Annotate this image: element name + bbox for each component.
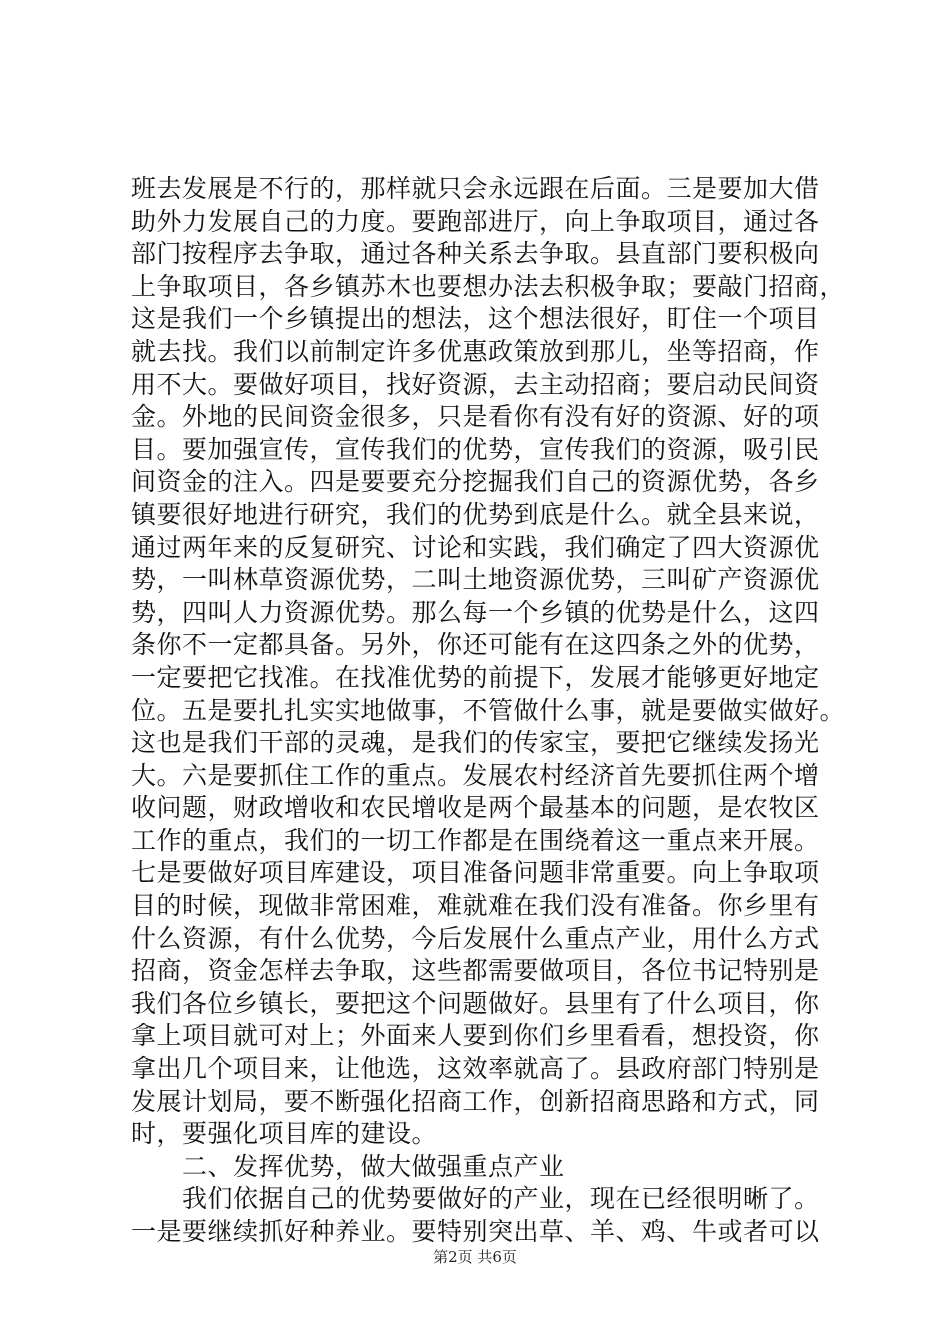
text-line: 金。外地的民间资金很多，只是看你有没有好的资源、好的项 (131, 402, 820, 432)
text-line: 镇要很好地进行研究，我们的优势到底是什么。就全县来说， (131, 499, 820, 529)
text-line: 收问题，财政增收和农民增收是两个最基本的问题，是农牧区 (131, 793, 820, 823)
text-line: 班去发展是不行的，那样就只会永远跟在后面。三是要加大借 (131, 174, 820, 203)
text-line: 助外力发展自己的力度。要跑部进厅，向上争取项目，通过各 (131, 206, 820, 236)
text-line: 工作的重点，我们的一切工作都是在围绕着这一重点来开展。 (131, 825, 820, 855)
text-line: 条你不一定都具备。另外，你还可能有在这四条之外的优势， (131, 630, 820, 660)
text-line: 大。六是要抓住工作的重点。发展农村经济首先要抓住两个增 (131, 760, 820, 790)
text-line: 这也是我们干部的灵魂，是我们的传家宝，要把它继续发扬光 (131, 728, 820, 758)
text-line: 拿出几个项目来，让他选，这效率就高了。县政府部门特别是 (131, 1054, 820, 1084)
text-line: 我们依据自己的优势要做好的产业，现在已经很明晰了。 (131, 1184, 820, 1214)
text-line: 发展计划局，要不断强化招商工作，创新招商思路和方式，同 (131, 1086, 820, 1116)
page-footer: 第2页 共6页 (433, 1248, 517, 1266)
text-line: 部门按程序去争取，通过各种关系去争取。县直部门要积极向 (131, 239, 820, 269)
text-line: 什么资源，有什么优势，今后发展什么重点产业，用什么方式 (131, 923, 820, 953)
text-line: 势，四叫人力资源优势。那么每一个乡镇的优势是什么，这四 (131, 597, 820, 627)
text-line: 一定要把它找准。在找准优势的前提下，发展才能够更好地定 (131, 662, 820, 692)
text-line: 上争取项目，各乡镇苏木也要想办法去积极争取；要敲门招商， (131, 271, 846, 301)
text-line: 七是要做好项目库建设，项目准备问题非常重要。向上争取项 (131, 858, 820, 888)
text-line: 通过两年来的反复研究、讨论和实践，我们确定了四大资源优 (131, 532, 820, 562)
text-line: 用不大。要做好项目，找好资源，去主动招商；要启动民间资 (131, 369, 820, 399)
text-line: 间资金的注入。四是要要充分挖掘我们自己的资源优势，各乡 (131, 467, 820, 497)
text-line: 招商，资金怎样去争取，这些都需要做项目，各位书记特别是 (131, 956, 820, 986)
body-text (131, 173, 851, 1249)
text-line: 势，一叫林草资源优势，二叫土地资源优势，三叫矿产资源优 (131, 565, 820, 595)
text-line: 一是要继续抓好种养业。要特别突出草、羊、鸡、牛或者可以 (131, 1217, 820, 1246)
text-line: 时，要强化项目库的建设。 (131, 1119, 438, 1149)
text-line: 二、发挥优势，做大做强重点产业 (131, 1151, 565, 1181)
text-line: 目的时候，现做非常困难，难就难在我们没有准备。你乡里有 (131, 891, 820, 921)
text-line: 位。五是要扎扎实实地做事，不管做什么事，就是要做实做好。 (131, 695, 846, 725)
text-line: 这是我们一个乡镇提出的想法，这个想法很好，盯住一个项目 (131, 304, 820, 334)
text-line: 目。要加强宣传，宣传我们的优势，宣传我们的资源，吸引民 (131, 434, 820, 464)
text-line: 我们各位乡镇长，要把这个问题做好。县里有了什么项目，你 (131, 988, 820, 1018)
text-line: 就去找。我们以前制定许多优惠政策放到那儿，坐等招商，作 (131, 336, 820, 366)
text-line: 拿上项目就可对上；外面来人要到你们乡里看看，想投资，你 (131, 1021, 820, 1051)
